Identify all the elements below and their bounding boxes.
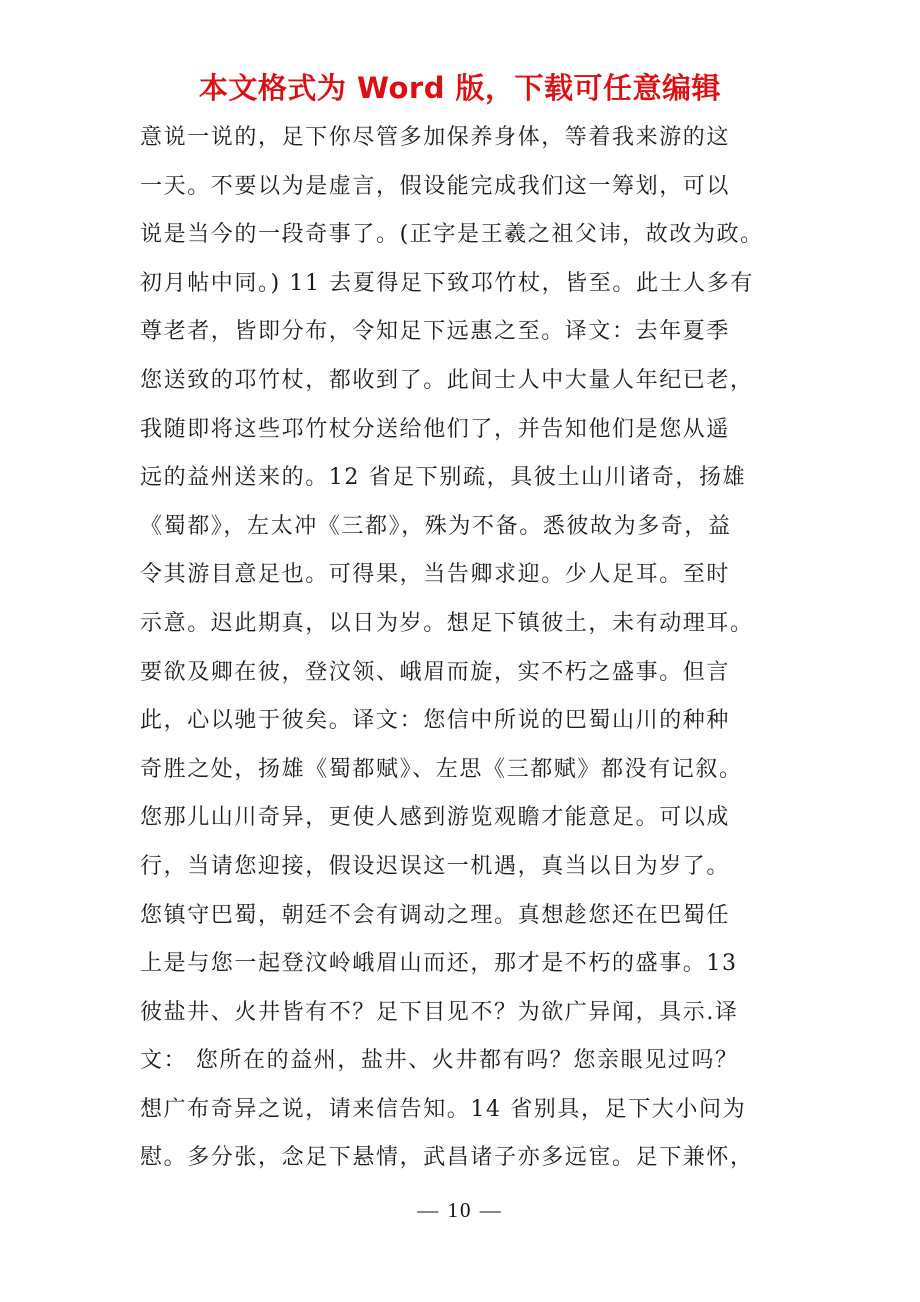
- text-line: 您送致的邛竹杖，都收到了。此间士人中大量人年纪已老，: [140, 367, 754, 393]
- text-line: 令其游目意足也。可得果，当告卿求迎。少人足耳。至时: [140, 562, 731, 588]
- text-line: 彼盐井、火井皆有不？足下目见不？为欲广异闻，具示.译: [140, 999, 739, 1025]
- text-line: 要欲及卿在彼，登汶领、峨眉而旋，实不朽之盛事。但言: [140, 659, 731, 685]
- text-line: 您那儿山川奇异，更使人感到游览观瞻才能意足。可以成: [140, 805, 731, 831]
- text-line: 我随即将这些邛竹杖分送给他们了，并告知他们是您从遥: [140, 416, 731, 442]
- text-line: 一天。不要以为是虚言，假设能完成我们这一筹划，可以: [140, 173, 731, 199]
- text-line: 奇胜之处，扬雄《蜀都赋》、左思《三都赋》都没有记叙。: [140, 756, 743, 782]
- text-line: 《蜀都》，左太冲《三都》，殊为不备。悉彼故为多奇，益: [140, 513, 732, 539]
- text-line: 慰。多分张，念足下悬情，武昌诸子亦多远宦。足下兼怀，: [140, 1145, 754, 1171]
- text-line: 意说一说的，足下你尽管多加保养身体，等着我来游的这: [140, 125, 731, 150]
- text-line: 示意。迟此期真，以日为岁。想足下镇彼土，未有动理耳。: [140, 610, 754, 636]
- text-line: 远的益州送来的。12 省足下别疏，具彼土山川诸奇，扬雄: [140, 465, 747, 491]
- text-line: 行，当请您迎接，假设迟误这一机遇，真当以日为岁了。: [140, 853, 731, 879]
- text-line: 尊老者，皆即分布，令知足下远惠之至。译文：去年夏季: [140, 319, 731, 345]
- page-number: — 10 —: [417, 1198, 503, 1222]
- text-line: 说是当今的一段奇事了。(正字是王羲之祖父讳，故改为政。: [140, 222, 764, 248]
- document-body: [140, 114, 790, 1183]
- text-line: 想广布奇异之说，请来信告知。14 省别具，足下大小问为: [140, 1096, 747, 1122]
- word-format-banner: 本文格式为 Word 版，下载可任意编辑: [198, 71, 722, 105]
- text-line: 此，心以驰于彼矣。译文：您信中所说的巴蜀山川的种种: [140, 708, 731, 734]
- text-line: 初月帖中同。) 11 去夏得足下致邛竹杖，皆至。此士人多有: [140, 270, 754, 296]
- text-line: 上是与您一起登汶岭峨眉山而还，那才是不朽的盛事。13: [140, 951, 738, 977]
- text-line: 文： 您所在的益州，盐井、火井都有吗？您亲眼见过吗？: [140, 1048, 739, 1074]
- text-line: 您镇守巴蜀，朝廷不会有调动之理。真想趁您还在巴蜀任: [140, 902, 731, 928]
